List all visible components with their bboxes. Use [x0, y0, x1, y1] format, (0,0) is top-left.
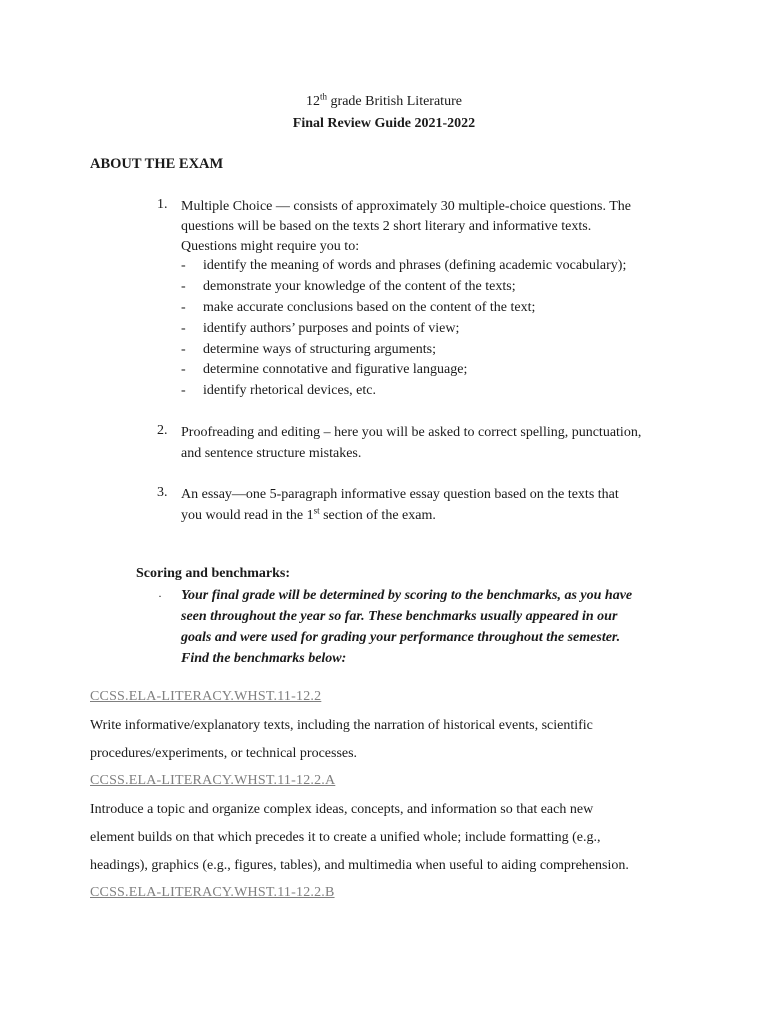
- title-course-name: grade British Literature: [327, 94, 462, 109]
- standard-description-line: element builds on that which precedes it to create a unified whole; include formatting (e.g.,: [90, 830, 601, 845]
- scoring-line-3: goals and were used for grading your performance throughout the semester.: [181, 630, 621, 645]
- title-grade-number: 12: [306, 94, 321, 109]
- bullet-dash: -: [181, 362, 186, 377]
- item-3-line-2-start: you would read in the 1: [181, 508, 314, 523]
- scoring-line-1: Your final grade will be determined by scoring to the benchmarks, as you have: [181, 588, 633, 603]
- item-3-line-2-end: section of the exam.: [319, 508, 436, 523]
- bullet-item: identify the meaning of words and phrases (defining academic vocabulary);: [203, 258, 627, 273]
- bullet-dash: -: [181, 300, 186, 315]
- document-subtitle: Final Review Guide 2021-2022: [292, 116, 476, 131]
- bullet-item: determine connotative and figurative language;: [203, 362, 468, 377]
- bullet-item: make accurate conclusions based on the content of the text;: [203, 300, 536, 315]
- bullet-dash: -: [181, 342, 186, 357]
- bullet-dash: -: [181, 258, 186, 273]
- bullet-dash: -: [181, 321, 186, 336]
- item-2-line-2: and sentence structure mistakes.: [181, 446, 362, 461]
- title-grade-suffix: th: [320, 91, 328, 102]
- scoring-heading: Scoring and benchmarks:: [136, 566, 291, 581]
- bullet-dash: -: [181, 279, 186, 294]
- standard-link-whst-2a[interactable]: CCSS.ELA-LITERACY.WHST.11-12.2.A: [90, 773, 336, 788]
- standard-description-line: Introduce a topic and organize complex ideas, concepts, and information so that each new: [90, 802, 594, 817]
- bullet-item: determine ways of structuring arguments;: [203, 342, 437, 357]
- bullet-dash: -: [181, 383, 186, 398]
- standard-link-whst-2b[interactable]: CCSS.ELA-LITERACY.WHST.11-12.2.B: [90, 885, 335, 900]
- item-1-line-3: Questions might require you to:: [181, 239, 360, 254]
- bullet-item: identify authors’ purposes and points of view;: [203, 321, 460, 336]
- bullet-dot: ·: [158, 589, 162, 603]
- bullet-item: identify rhetorical devices, etc.: [203, 383, 376, 398]
- item-3-line-1: An essay—one 5-paragraph informative essay question based on the texts that: [181, 487, 619, 502]
- item-1-number: 1.: [157, 197, 168, 212]
- standard-description-line: procedures/experiments, or technical processes.: [90, 746, 358, 761]
- scoring-line-4: Find the benchmarks below:: [181, 651, 347, 666]
- ordinal-suffix: st: [313, 505, 320, 516]
- item-3-number: 3.: [157, 485, 168, 500]
- item-2-number: 2.: [157, 423, 168, 438]
- item-2-line-1: Proofreading and editing – here you will be asked to correct spelling, punctuation,: [181, 425, 642, 440]
- standard-description-line: headings), graphics (e.g., figures, tables), and multimedia when useful to aiding comprehension.: [90, 858, 629, 873]
- bullet-item: demonstrate your knowledge of the content of the texts;: [203, 279, 516, 294]
- item-3-line-2: [181, 506, 436, 526]
- about-exam-heading: ABOUT THE EXAM: [90, 156, 224, 172]
- document-title: [0, 91, 768, 110]
- scoring-line-2: seen throughout the year so far. These benchmarks usually appeared in our: [181, 609, 618, 624]
- standard-description-line: Write informative/explanatory texts, including the narration of historical events, scientific: [90, 718, 593, 733]
- item-1-line-2: questions will be based on the texts 2 short literary and informative texts.: [181, 219, 592, 234]
- item-1-line-1: Multiple Choice — consists of approximately 30 multiple-choice questions. The: [181, 199, 631, 214]
- standard-link-whst-2[interactable]: CCSS.ELA-LITERACY.WHST.11-12.2: [90, 689, 322, 704]
